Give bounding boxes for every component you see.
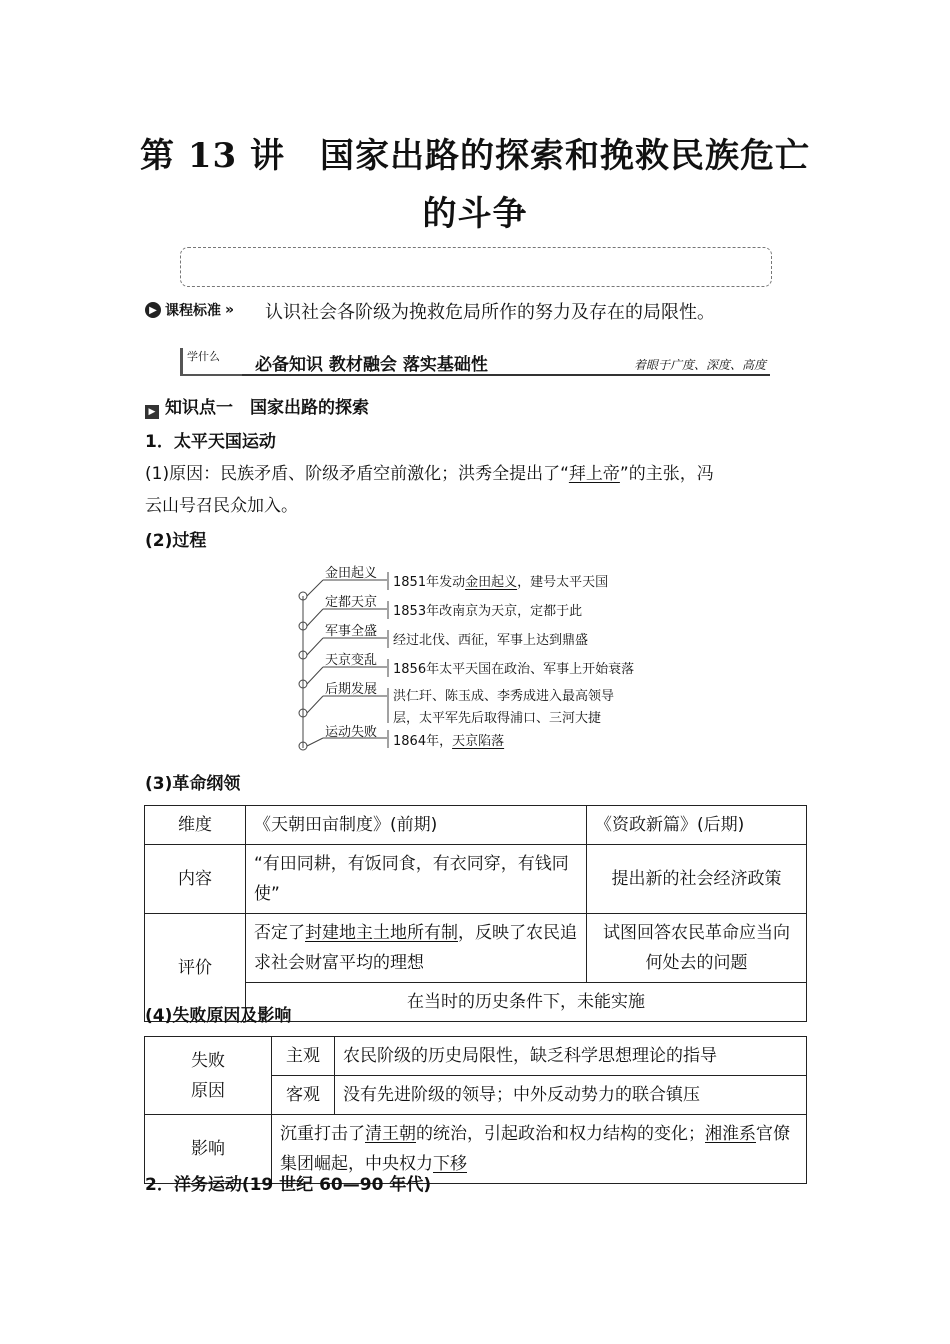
cell-underline: 湘淮系: [705, 1124, 756, 1144]
flow-detail: [393, 730, 504, 749]
flow-detail: 经过北伐、西征，军事上达到鼎盛: [393, 633, 589, 648]
table-row: [145, 914, 807, 983]
table-row: [145, 806, 807, 845]
table-cell: 内容: [145, 845, 246, 914]
cell-text: ，反映了农民追求社会财富平均的理想: [254, 923, 577, 973]
flow-detail-pre: 1851年发动: [393, 575, 466, 590]
banner-logo: 学什么: [180, 348, 245, 376]
failure-table: [144, 1036, 807, 1184]
page-title-line2: 的斗争: [422, 194, 528, 234]
knowledge-point-heading: [145, 393, 369, 419]
flow-detail: 1856年太平天国在政治、军事上开始衰落: [393, 662, 635, 677]
flow-detail-underline: 金田起义: [465, 575, 518, 590]
table-header: 《资政新篇》(后期): [587, 806, 807, 845]
table-cell: [145, 1037, 272, 1115]
table-cell: 试图回答农民革命应当向何处去的问题: [587, 914, 807, 983]
flow-detail: [393, 571, 608, 590]
cause-text-c: 云山号召民众加入。: [145, 496, 298, 516]
flow-detail: 层，太平军先后取得浦口、三河大捷: [393, 711, 602, 726]
table-cell: 农民阶级的历史局限性，缺乏科学思想理论的指导: [335, 1037, 807, 1076]
cell-text: 的统治，引起政治和权力结构的变化；: [416, 1124, 705, 1144]
flow-label: 定都天京: [325, 595, 378, 610]
cause-underline: 拜上帝: [568, 464, 620, 484]
table-cell: 影响: [145, 1115, 272, 1184]
failure-heading: (4)失败原因及影响: [145, 1006, 292, 1026]
table-row: [145, 845, 807, 914]
table-cell: 客观: [272, 1076, 335, 1115]
flow-detail-pre: 1864年，: [393, 734, 453, 749]
table-cell: 没有先进阶级的领导；中外反动势力的联合镇压: [335, 1076, 807, 1115]
dashed-box: [180, 247, 772, 287]
cell-text: 官僚集团崛起，中央权力: [280, 1124, 790, 1174]
flow-label: 后期发展: [325, 682, 378, 697]
flow-detail: 1853年改南京为天京，定都于此: [393, 604, 583, 619]
standard-badge: [145, 300, 234, 320]
section-1-heading: 1．太平天国运动: [145, 432, 276, 452]
kp1-label: 知识点一 国家出路的探索: [165, 398, 369, 418]
table-cell: 评价: [145, 914, 246, 1022]
cause-text-b: ”的主张，冯: [619, 464, 714, 484]
banner-tag: 着眼于广度、深度、高度: [633, 358, 766, 372]
cell-underline: 封建地主土地所有制: [305, 923, 458, 943]
table-cell: “有田同耕，有饭同食，有衣同穿，有钱同使”: [246, 845, 587, 914]
cell-underline: 下移: [433, 1154, 467, 1174]
standard-text: 认识社会各阶级为挽救危局所作的努力及存在的局限性。: [265, 302, 715, 323]
section-banner: [180, 346, 770, 378]
banner-heading: 必备知识 教材融会 落实基础性: [255, 355, 488, 375]
flow-label: 运动失败: [325, 725, 378, 740]
cause-paragraph: [145, 458, 810, 522]
flow-label: 金田起义: [325, 566, 378, 581]
play-icon: ▶: [145, 302, 161, 318]
cause-text-a: (1)原因：民族矛盾、阶级矛盾空前激化；洪秀全提出了“: [145, 464, 569, 484]
program-table: [144, 805, 807, 1022]
table-cell: 在当时的历史条件下，未能实施: [246, 983, 807, 1022]
flow-detail-underline: 天京陷落: [452, 734, 505, 749]
double-chevron-icon: »: [225, 302, 235, 318]
flow-detail: 洪仁玕、陈玉成、李秀成进入最高领导: [393, 689, 615, 704]
table-row: [145, 1037, 807, 1076]
cell-text: 否定了: [254, 923, 305, 943]
table-cell: 主观: [272, 1037, 335, 1076]
flow-detail-post: ，建号太平天国: [517, 575, 609, 590]
program-heading: (3)革命纲领: [145, 774, 241, 794]
cell-text: 原因: [191, 1080, 225, 1101]
process-heading: (2)过程: [145, 531, 207, 551]
table-header: 维度: [145, 806, 246, 845]
flow-label: 军事全盛: [325, 624, 378, 639]
play-icon: ▶: [145, 405, 159, 419]
table-cell: [246, 914, 587, 983]
process-diagram: [295, 558, 675, 758]
section-2-heading: 2．洋务运动(19 世纪 60—90 年代): [145, 1175, 432, 1195]
table-cell: 提出新的社会经济政策: [587, 845, 807, 914]
standard-badge-label: 课程标准: [165, 303, 221, 319]
cell-text: 失败: [191, 1050, 225, 1071]
cell-underline: 清王朝: [365, 1124, 416, 1144]
table-header: 《天朝田亩制度》(前期): [246, 806, 587, 845]
flow-label: 天京变乱: [325, 653, 378, 668]
banner-rule: [242, 374, 770, 376]
cell-text: 沉重打击了: [280, 1124, 365, 1144]
page-title: 第 13 讲 国家出路的探索和挽救民族危亡: [140, 136, 810, 176]
